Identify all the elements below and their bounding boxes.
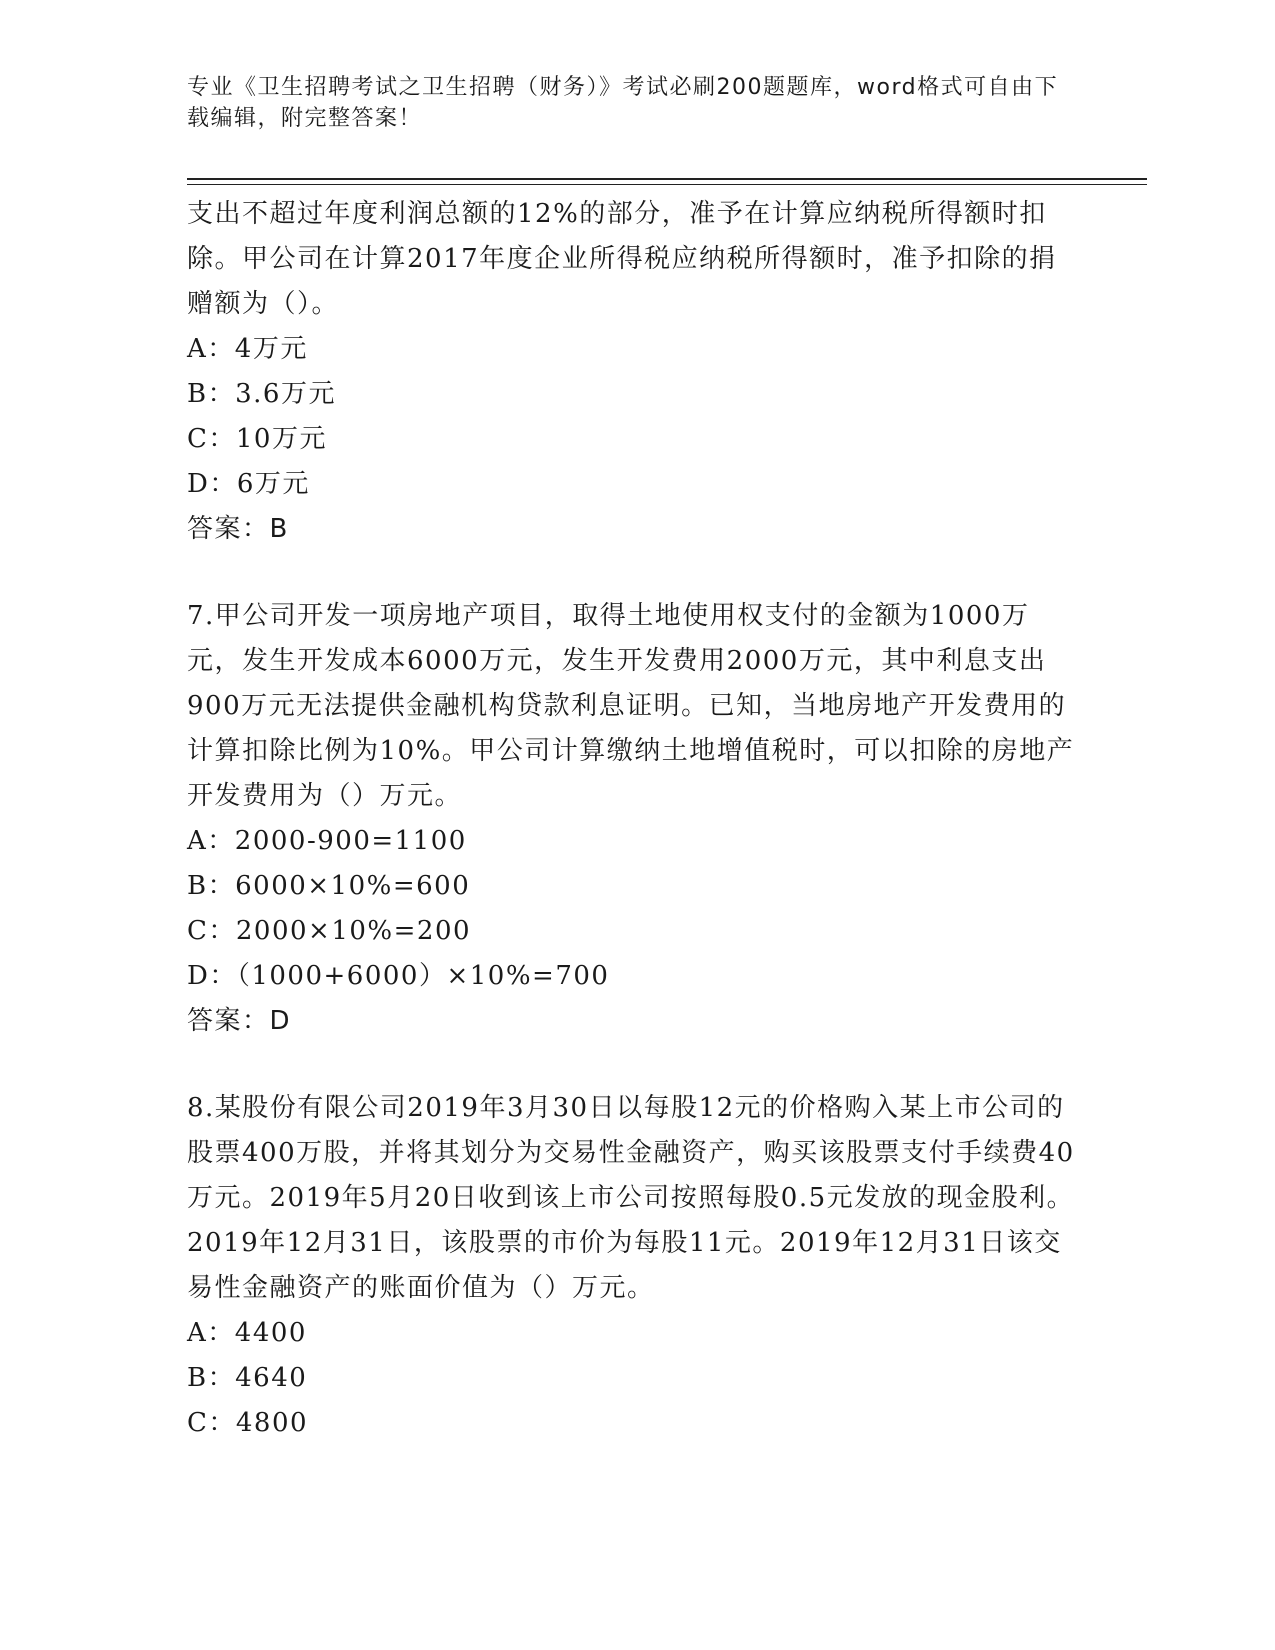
option-b: B：6000×10%=600	[187, 871, 471, 901]
question-text: 7.甲公司开发一项房地产项目，取得土地使用权支付的金额为1000万元，发生开发成本6000万元，发生开发费用2000万元，其中利息支出900万元无法提供金融机构贷款利息证明。已知，当地房地产开发费用的计算扣除比例为10%。甲公司计算缴纳土地增值税时，可以扣除的房地产开发费用为（）万元。	[187, 601, 1075, 811]
document-body	[187, 192, 1077, 1446]
question-text: 支出不超过年度利润总额的12%的部分，准予在计算应纳税所得额时扣除。甲公司在计算2017年度企业所得税应纳税所得额时，准予扣除的捐赠额为（）。	[187, 199, 1057, 319]
option-b: B：3.6万元	[187, 379, 336, 409]
document-header	[187, 72, 1067, 134]
option-c: C：4800	[187, 1408, 309, 1438]
header-divider-thick	[187, 178, 1147, 180]
question-7	[187, 594, 1077, 1044]
question-6-continuation	[187, 192, 1077, 552]
option-a: A：4400	[187, 1318, 307, 1348]
option-a: A：4万元	[187, 334, 308, 364]
question-text: 8.某股份有限公司2019年3月30日以每股12元的价格购入某上市公司的股票400万股，并将其划分为交易性金融资产，购买该股票支付手续费40万元。2019年5月20日收到该上市公司按照每股0.5元发放的现金股利。2019年12月31日，该股票的市价为每股11元。2019年12月31日该交易性金融资产的账面价值为（）万元。	[187, 1093, 1075, 1303]
question-8	[187, 1086, 1077, 1446]
answer-line: 答案：D	[187, 1006, 292, 1036]
option-b: B：4640	[187, 1363, 308, 1393]
answer-line: 答案：B	[187, 514, 289, 544]
header-divider-thin	[187, 184, 1147, 185]
option-a: A：2000-900=1100	[187, 826, 467, 856]
option-c: C：10万元	[187, 424, 327, 454]
option-c: C：2000×10%=200	[187, 916, 472, 946]
option-d: D：6万元	[187, 469, 310, 499]
option-d: D：（1000+6000）×10%=700	[187, 961, 610, 991]
document-title: 专业《卫生招聘考试之卫生招聘（财务）》考试必刷200题题库，word格式可自由下载编辑，附完整答案！	[187, 75, 1059, 131]
